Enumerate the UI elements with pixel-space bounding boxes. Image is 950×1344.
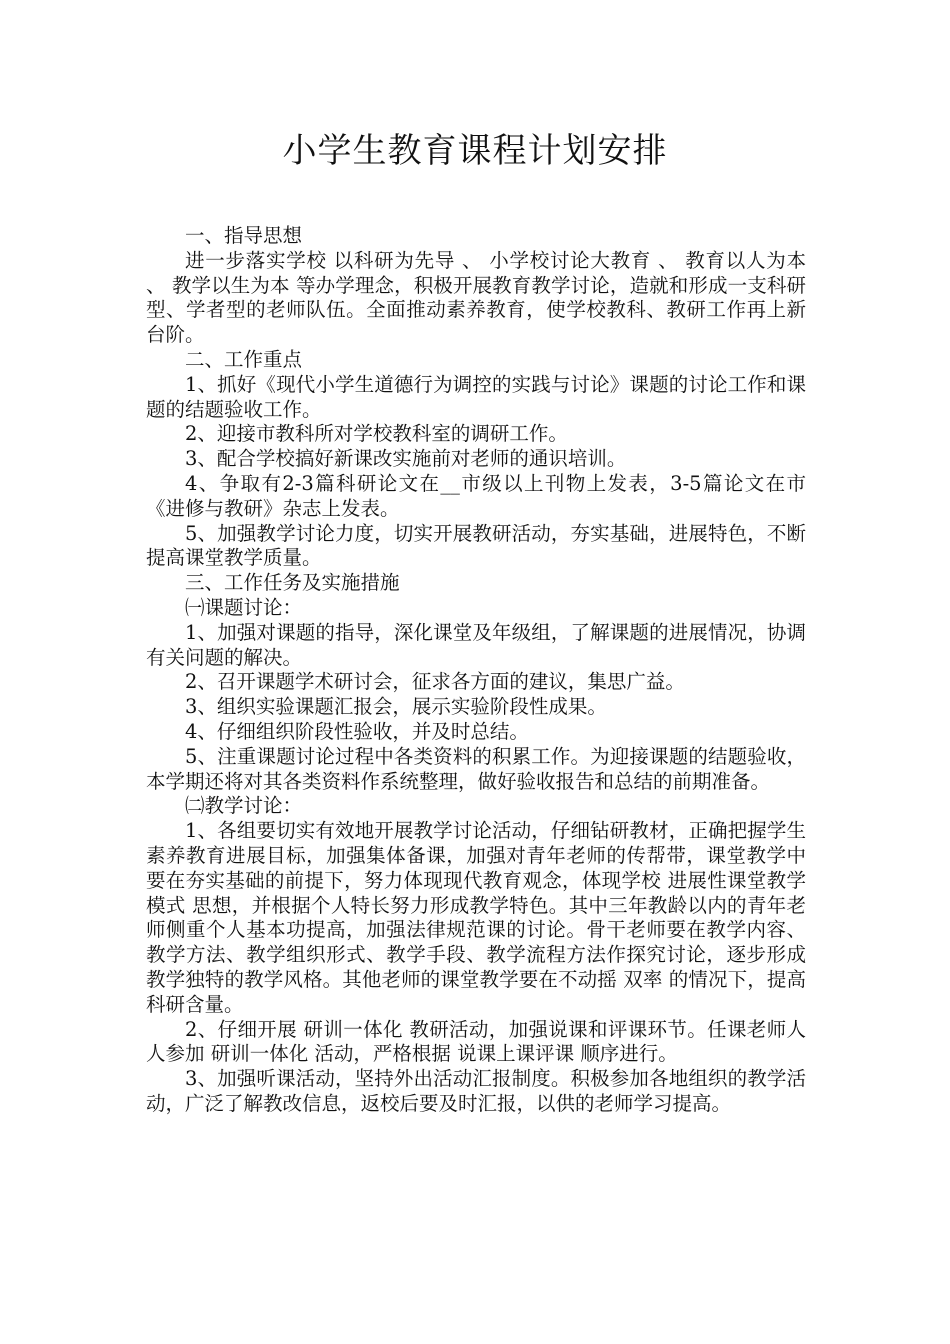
heading-guiding-thought: 一、指导思想: [185, 224, 303, 247]
paragraph-guiding-thought: 进一步落实学校 以科研为先导 、 小学校讨论大教育 、 教育以人为本 、 教学以生为本 等办学理念，积极开展教育教学讨论，造就和形成一支科研型、学者型的老师队伍。全面推动素养教育，使学校教科、教研工作再上新台阶。: [146, 248, 806, 347]
focus-item-3: 3、配合学校搞好新课改实施前对老师的通识培训。: [185, 447, 627, 471]
subheading-teaching-research: ㈡教学讨论：: [185, 794, 303, 818]
topic-item-2: 2、召开课题学术研讨会，征求各方面的建议，集思广益。: [185, 670, 685, 694]
teaching-item-3: 3、加强听课活动，坚持外出活动汇报制度。积极参加各地组织的教学活动，广泛了解教改信息，返校后要及时汇报，以供的老师学习提高。: [146, 1067, 806, 1115]
document-title: 小学生教育课程计划安排: [282, 131, 668, 171]
focus-item-5: 5、加强教学讨论力度，切实开展教研活动，夯实基础，进展特色，不断提高课堂教学质量。: [146, 521, 806, 570]
topic-item-5: 5、注重课题讨论过程中各类资料的积累工作。为迎接课题的结题验收，本学期还将对其各类资料作系统整理，做好验收报告和总结的前期准备。: [146, 744, 806, 793]
topic-item-4: 4、仔细组织阶段性验收，并及时总结。: [185, 719, 529, 743]
topic-item-1: 1、加强对课题的指导，深化课堂及年级组，了解课题的进展情况，协调有关问题的解决。: [146, 620, 806, 669]
document-body: [146, 224, 806, 1117]
teaching-item-1: 1、各组要切实有效地开展教学讨论活动，仔细钻研教材，正确把握学生素养教育进展目标，加强集体备课，加强对青年老师的传帮带，课堂教学中要在夯实基础的前提下，努力体现现代教育观念，体现学校 进展性课堂教学模式 思想，并根据个人特长努力形成教学特色。其中三年教龄以内的青年老师侧重个人基本功提高，加强法律规范课的讨论。骨干老师要在教学内容、教学方法、教学组织形式、教学手段、教学流程方法作探究讨论，逐步形成教学独特的教学风格。其他老师的课堂教学要在不动摇 双率 的情况下，提高科研含量。: [146, 819, 806, 1016]
focus-item-4: 4、争取有2-3篇科研论文在__市级以上刊物上发表，3-5篇论文在市《进修与教研》杂志上发表。: [146, 471, 806, 520]
teaching-item-2: 2、仔细开展 研训一体化 教研活动，加强说课和评课环节。任课老师人人参加 研训一体化 活动，严格根据 说课上课评课 顺序进行。: [146, 1017, 806, 1066]
focus-item-2: 2、迎接市教科所对学校教科室的调研工作。: [185, 422, 568, 446]
heading-work-focus: 二、工作重点: [185, 347, 303, 371]
heading-tasks-measures: 三、工作任务及实施措施: [185, 571, 400, 595]
focus-item-1: 1、抓好《现代小学生道德行为调控的实践与讨论》课题的讨论工作和课题的结题验收工作。: [146, 372, 806, 421]
subheading-topic-research: ㈠课题讨论：: [185, 595, 303, 619]
topic-item-3: 3、组织实验课题汇报会，展示实验阶段性成果。: [185, 695, 607, 719]
